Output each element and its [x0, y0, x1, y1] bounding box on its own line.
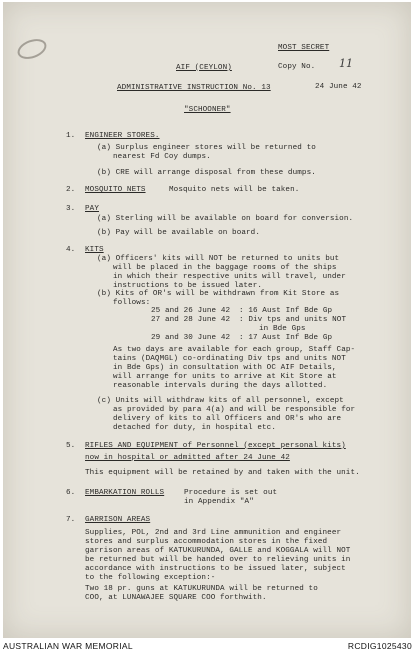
paragraph-line: (c) Units will withdraw kits of all personnel, except: [97, 397, 344, 405]
paragraph-line: (a) Sterling will be available on board for conversion.: [97, 215, 354, 223]
paragraph-line: (a) Surplus engineer stores will be returned to: [97, 144, 316, 152]
paragraph-line: tains (DAQMGL) co-ordinating Div tps and units NOT: [113, 355, 346, 363]
section-number: 3.: [66, 205, 76, 213]
section-title: RIFLES AND EQUIPMENT of Personnel (except personal kits): [85, 442, 346, 450]
section-number: 1.: [66, 132, 76, 140]
paragraph-line: COO, at LUNAWAJEE SQUARE COO forthwith.: [85, 594, 267, 602]
paragraph-line: instructions to be issued later.: [113, 282, 263, 290]
schedule-unit: : Div tps and units NOT: [239, 316, 347, 324]
section-number: 7.: [66, 516, 76, 524]
schedule-unit: : 16 Aust Inf Bde Gp: [239, 307, 333, 315]
section-number: 4.: [66, 246, 76, 254]
paragraph-line: to the following exception:-: [85, 574, 216, 582]
archive-name: AUSTRALIAN WAR MEMORIAL: [3, 641, 133, 651]
paragraph-line: in Bde Gps) in consultation with OC AIF Details,: [113, 364, 337, 372]
document-page: [3, 2, 411, 638]
paragraph-line: (b) CRE will arrange disposal from these dumps.: [97, 169, 316, 177]
paragraph-line: This equipment will be retained by and taken with the unit.: [85, 469, 360, 477]
paragraph-line: Supplies, POL, 2nd and 3rd Line ammunition and engineer: [85, 529, 342, 537]
paragraph-line: (b) Kits of OR's will be withdrawn from Kit Store as: [97, 290, 340, 298]
section-number: 2.: [66, 186, 76, 194]
section-title: now in hospital or admitted after 24 June 42: [85, 454, 290, 462]
copy-number: 11: [339, 57, 353, 70]
section-number: 6.: [66, 489, 76, 497]
unit-name: AIF (CEYLON): [176, 64, 232, 72]
paragraph-line: (b) Pay will be available on board.: [97, 229, 260, 237]
paragraph-line: in Appendix "A": [184, 498, 254, 506]
section-title: KITS: [85, 246, 104, 254]
paragraph-line: nearest Fd Coy dumps.: [113, 153, 211, 161]
schedule-unit: in Bde Gps: [259, 325, 306, 333]
record-id: RCDIG1025430: [347, 641, 412, 651]
schedule-date: 29 and 30 June 42: [151, 334, 231, 342]
paragraph-line: As two days are available for each group, Staff Cap-: [113, 346, 356, 354]
paragraph-line: as provided by para 4(a) and will be responsible for: [113, 406, 356, 414]
paragraph-line: in which their respective units will travel, under: [113, 273, 346, 281]
paragraph-line: Procedure is set out: [184, 489, 278, 497]
section-title: EMBARKATION ROLLS: [85, 489, 165, 497]
paragraph-line: will arrange for units to arrive at Kit Store at: [113, 373, 337, 381]
codename: "SCHOONER": [184, 106, 231, 114]
section-title: GARRISON AREAS: [85, 516, 151, 524]
paragraph-line: delivery of kits to all Officers and OR's who are: [113, 415, 342, 423]
paragraph-line: stores and surplus accommodation stores in the fixed: [85, 538, 328, 546]
paper-clip-mark: [15, 35, 49, 62]
paragraph-line: be returned but will be handed over to relieving units in: [85, 556, 351, 564]
archive-caption: [0, 638, 416, 654]
document-title: ADMINISTRATIVE INSTRUCTION No. 13: [117, 84, 271, 92]
paragraph-line: garrison areas of KATUKURUNDA, GALLE and KOGGALA will NOT: [85, 547, 351, 555]
section-title: MOSQUITO NETS: [85, 186, 146, 194]
paragraph-line: reasonable intervals during the days allotted.: [113, 382, 328, 390]
document-date: 24 June 42: [315, 83, 362, 91]
paragraph-line: detached for duty, in hospital etc.: [113, 424, 276, 432]
section-number: 5.: [66, 442, 76, 450]
paragraph-line: (a) Officers' kits will NOT be returned to units but: [97, 255, 340, 263]
paragraph-line: will be placed in the baggage rooms of the ships: [113, 264, 337, 272]
schedule-unit: : 17 Aust Inf Bde Gp: [239, 334, 333, 342]
section-title: ENGINEER STORES.: [85, 132, 160, 140]
paragraph-line: accordance with instructions to be issued later, subject: [85, 565, 346, 573]
schedule-date: 25 and 26 June 42: [151, 307, 231, 315]
classification: MOST SECRET: [278, 44, 330, 52]
paragraph-line: Two 18 pr. guns at KATUKURUNDA will be returned to: [85, 585, 318, 593]
schedule-date: 27 and 28 June 42: [151, 316, 231, 324]
copy-label: Copy No.: [278, 63, 316, 71]
section-title: PAY: [85, 205, 99, 213]
paragraph-line: follows:: [113, 299, 151, 307]
paragraph-line: Mosquito nets will be taken.: [169, 186, 300, 194]
